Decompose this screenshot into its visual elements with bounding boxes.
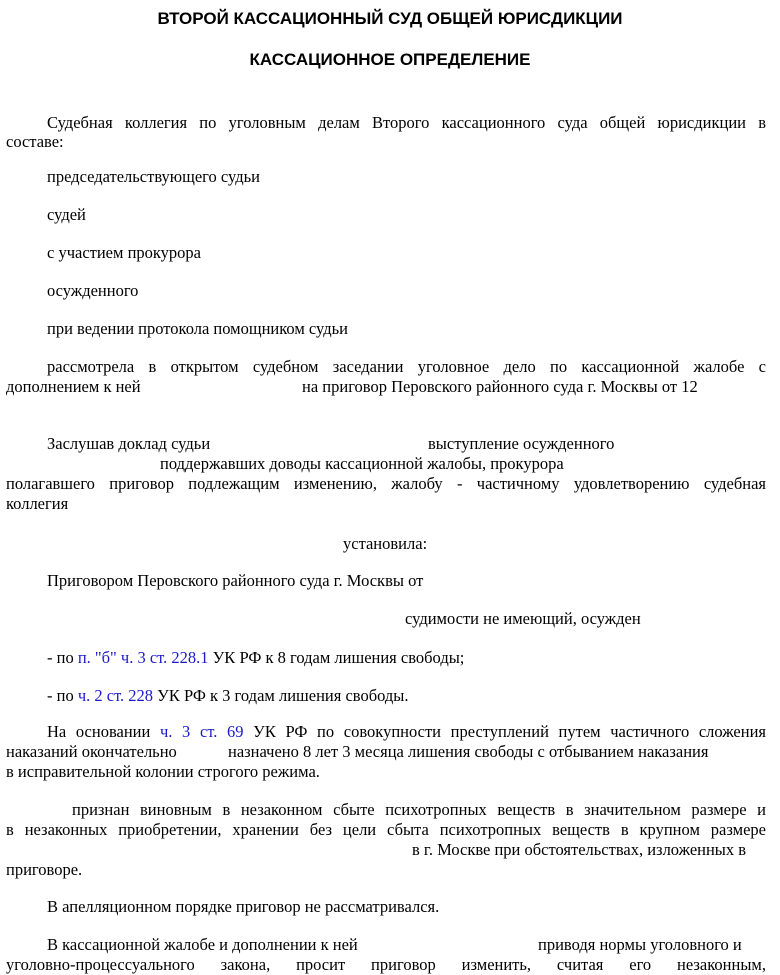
basis-law-link[interactable]: ч. 3 ст. 69 [159, 722, 244, 741]
basis-line-3: в исправительной колонии строгого режима. [6, 762, 320, 781]
count-2 [47, 686, 408, 706]
prosecutor-label: с участием прокурора [47, 243, 202, 262]
basis-prefix: На основании [47, 722, 160, 741]
intro-line-2: составе: [6, 132, 64, 151]
court-name: ВТОРОЙ КАССАЦИОННЫЙ СУД ОБЩЕЙ ЮРИСДИКЦИИ [157, 9, 623, 28]
count-1-law-link[interactable]: п. "б" ч. 3 ст. 228.1 [77, 648, 209, 667]
verdict-line-2: судимости не имеющий, осужден [405, 609, 641, 628]
heard-report: Заслушав доклад судьи [47, 434, 211, 453]
presiding-judge-label: председательствующего судьи [47, 167, 260, 186]
basis-line-1 [47, 722, 766, 742]
count-1-suffix: УК РФ к 8 годам лишения свободы; [208, 648, 465, 667]
heard-line-2: поддержавших доводы кассационной жалобы, прокурора [160, 454, 564, 473]
heard-line-3: полагавшего приговор подлежащим изменению, жалобу - частичному удовлетворению судебная [6, 474, 766, 493]
guilty-line-1: признан виновным в незаконном сбыте психотропных веществ в значительном размере и [72, 800, 766, 819]
complaint-line-1b: приводя нормы уголовного и [538, 935, 742, 954]
count-1-prefix: - по [47, 648, 78, 667]
document-title: КАССАЦИОННОЕ ОПРЕДЕЛЕНИЕ [249, 50, 531, 69]
count-1 [47, 648, 464, 668]
intro-line-1: Судебная коллегия по уголовным делам Второго кассационного суда общей юрисдикции в [47, 113, 766, 132]
considered-line-2b: на приговор Перовского районного суда г. Москвы от 12 [302, 377, 698, 396]
basis-suffix: УК РФ по совокупности преступлений путем частичного сложения [243, 722, 767, 741]
judges-label: судей [47, 205, 86, 224]
convicted-label: осужденного [47, 281, 139, 300]
considered-line-1: рассмотрела в открытом судебном заседании уголовное дело по кассационной жалобе с [47, 357, 766, 376]
basis-line-2a: наказаний окончательно [6, 742, 177, 761]
guilty-line-2: в незаконных приобретении, хранении без цели сбыта психотропных веществ в крупном размере [6, 820, 766, 839]
verdict-line-1: Приговором Перовского районного суда г. Москвы от [47, 571, 424, 590]
guilty-line-3: в г. Москве при обстоятельствах, изложенных в [412, 840, 747, 859]
guilty-line-4: приговоре. [6, 860, 83, 879]
heard-line-4: коллегия [6, 494, 69, 513]
count-2-prefix: - по [47, 686, 78, 705]
complaint-line-1a: В кассационной жалобе и дополнении к ней [47, 935, 358, 954]
established-heading: установила: [343, 534, 428, 553]
heard-convicted: выступление осужденного [428, 434, 615, 453]
count-2-law-link[interactable]: ч. 2 ст. 228 [77, 686, 154, 705]
count-2-suffix: УК РФ к 3 годам лишения свободы. [153, 686, 409, 705]
basis-line-2b: назначено 8 лет 3 месяца лишения свободы с отбыванием наказания [228, 742, 709, 761]
protocol-label: при ведении протокола помощником судьи [47, 319, 348, 338]
appeal-note: В апелляционном порядке приговор не рассматривался. [47, 897, 440, 916]
considered-line-2a: дополнением к ней [6, 377, 141, 396]
complaint-line-2: уголовно-процессуального закона, просит приговор изменить, считая его незаконным, [6, 955, 766, 974]
